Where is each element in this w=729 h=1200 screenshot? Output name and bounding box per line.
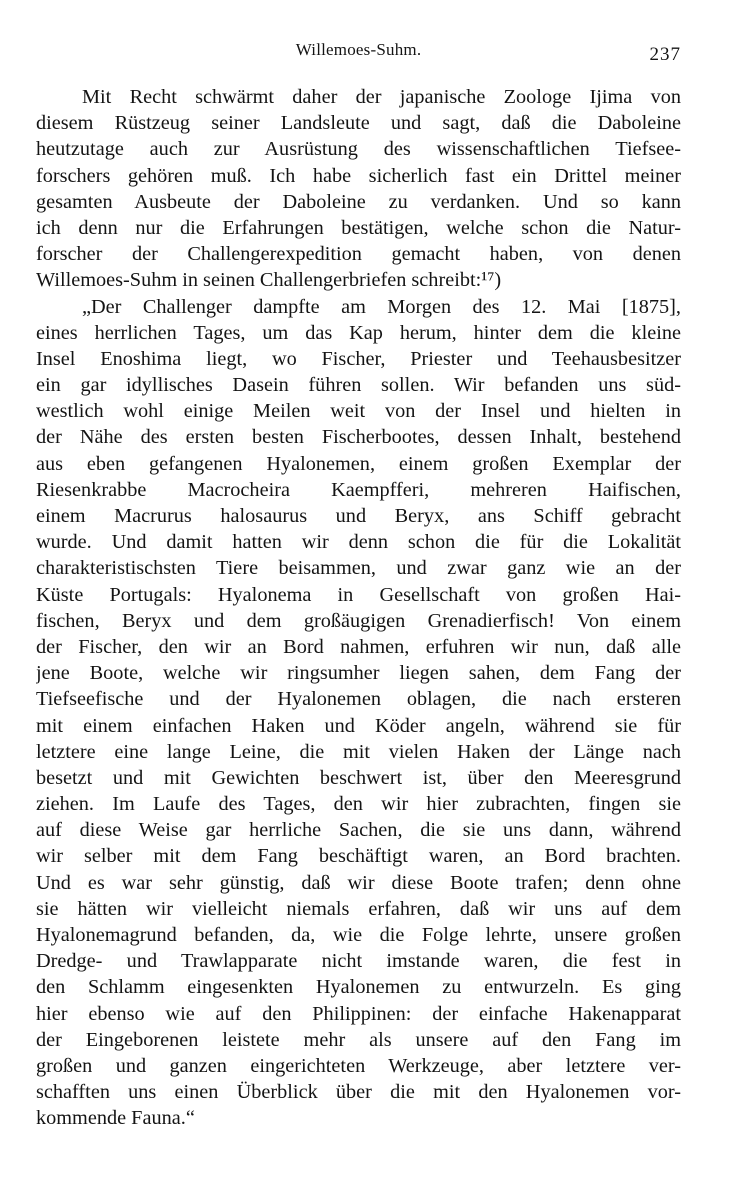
text-line: letztere eine lange Leine, die mit vielen Haken der Länge nach [36,740,681,763]
text-line: eines herrlichen Tages, um das Kap herum, hinter dem die kleine [36,321,681,344]
text-line: der Nähe des ersten besten Fischerbootes, dessen Inhalt, bestehend [36,426,681,449]
text-line: ich denn nur die Erfahrungen bestätigen, welche schon die Natur- [36,216,681,239]
text-line: ein gar idyllisches Dasein führen sollen. Wir befanden uns süd- [36,374,681,397]
text-line: Riesenkrabbe Macrocheira Kaempfferi, mehreren Haifischen, [36,478,681,501]
text-line: Und es war sehr günstig, daß wir diese Boote trafen; denn ohne [36,871,681,894]
page-number: 237 [649,44,681,65]
text-line: Willemoes-Suhm in seinen Challengerbriefen schreibt:¹⁷) [36,269,502,292]
text-line: der Fischer, den wir an Bord nahmen, erfuhren wir nun, daß alle [36,635,681,658]
text-line: Insel Enoshima liegt, wo Fischer, Priester und Teehausbesitzer [36,347,681,370]
text-line: besetzt und mit Gewichten beschwert ist, über den Meeresgrund [36,766,681,789]
text-line: den Schlamm eingesenkten Hyalonemen zu entwurzeln. Es ging [36,976,681,999]
text-line: wir selber mit dem Fang beschäftigt waren, an Bord brachten. [36,845,681,868]
text-line: auf diese Weise gar herrliche Sachen, die sie uns dann, während [36,819,681,842]
text-line: forschers gehören muß. Ich habe sicherlich fast ein Drittel meiner [36,164,681,187]
text-line: jene Boote, welche wir ringsumher liegen sahen, dem Fang der [36,662,681,685]
text-line: gesamten Ausbeute der Daboleine zu verdanken. Und so kann [36,190,681,213]
text-line: charakteristischsten Tiere beisammen, und zwar ganz wie an der [36,557,681,580]
body-text [36,84,681,1132]
text-line: Hyalonemagrund befanden, da, wie die Folge lehrte, unsere großen [36,924,681,946]
text-line: heutzutage auch zur Ausrüstung des wissenschaftlichen Tiefsee- [36,138,681,161]
text-line: mit einem einfachen Haken und Köder angeln, während sie für [36,714,681,737]
running-head [36,40,681,68]
text-line: Mit Recht schwärmt daher der japanische Zoologe Ijima von [82,86,681,108]
text-line: diesem Rüstzeug seiner Landsleute und sagt, daß die Daboleine [36,112,681,135]
text-line: großen und ganzen eingerichteten Werkzeuge, aber letztere ver- [36,1054,681,1077]
text-line: „Der Challenger dampfte am Morgen des 12. Mai [1875], [82,295,681,318]
text-line: westlich wohl einige Meilen weit von der Insel und hielten in [36,400,681,423]
text-line: Küste Portugals: Hyalonema in Gesellschaft von großen Hai- [36,583,681,606]
text-line: hier ebenso wie auf den Philippinen: der einfache Hakenapparat [36,1002,681,1025]
text-line: der Eingeborenen leistete mehr als unsere auf den Fang im [36,1028,681,1051]
text-line: wurde. Und damit hatten wir denn schon die für die Lokalität [36,531,681,554]
text-line: kommende Fauna.“ [36,1107,195,1130]
text-line: aus eben gefangenen Hyalonemen, einem großen Exemplar der [36,452,681,475]
text-line: forscher der Challengerexpedition gemacht haben, von denen [36,243,681,266]
text-line: einem Macrurus halosaurus und Beryx, ans Schiff gebracht [36,505,681,527]
text-line: ziehen. Im Laufe des Tages, den wir hier zubrachten, fingen sie [36,793,681,816]
text-line: schafften uns einen Überblick über die mit den Hyalonemen vor- [36,1081,681,1104]
text-line: Tiefseefische und der Hyalonemen oblagen, die nach ersteren [36,688,681,711]
running-title: Willemoes-Suhm. [295,40,422,59]
text-line: sie hätten wir vielleicht niemals erfahren, daß wir uns auf dem [36,897,681,920]
text-line: fischen, Beryx und dem großäugigen Grenadierfisch! Von einem [36,609,681,632]
text-line: Dredge- und Trawlapparate nicht imstande waren, die fest in [36,950,681,973]
